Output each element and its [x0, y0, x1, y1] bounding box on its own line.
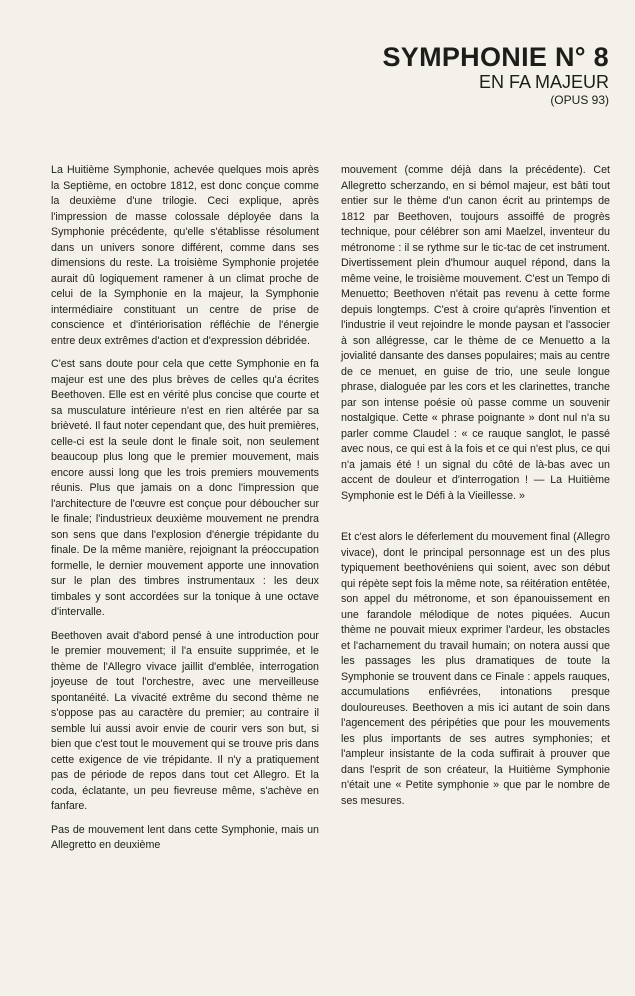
page-header [382, 42, 609, 108]
page-title: SYMPHONIE N° 8 [382, 42, 609, 72]
paragraph: mouvement (comme déjà dans la précédente). Cet Allegretto scherzando, en si bémol majeur, est bâti tout entier sur le thème d'un canon écrit au printemps de 1812 par Beethoven, toujours assoiffé de progrès technique, pour célébrer son ami Maelzel, inventeur du métronome : il se rythme sur le tic-tac de cet instrument. Divertissement plein d'humour auquel répond, dans la même veine, le troisième mouvement. C'est un Tempo di Menuetto; Beethoven n'était pas revenu à cette forme depuis longtemps. C'est à croire qu'après l'invention et l'industrie il veut rejoindre le monde paysan et l'associer à son allégresse, car le thème de ce Menuetto a la jovialité dansante des danses populaires; mais au centre de ce menuet, en guise de trio, une seule longue phrase, dialoguée par les cors et les clarinettes, tranche par son intense poésie où passe comme un souvenir nostalgique. Cette « phrase poignante » dont nul n'a su parler comme Claudel : « ce rauque sanglot, le passé avec nous, ce qui est à la fois et ce qui n'est plus, ce qui n'a jamais été ! un signal du côté de là-bas avec un accent de douleur et d'interrogation ! — La Huitième Symphonie est le Défi à la Vieillesse. » [341, 164, 610, 502]
page-subtitle: EN FA MAJEUR [478, 72, 609, 92]
paragraph: C'est sans doute pour cela que cette Symphonie en fa majeur est une des plus brèves de celles qu'a écrites Beethoven. Elle est en vérité plus concise que courte et sa musculature intérieure n'est en rien altérée par sa brièveté. Il faut noter cependant que, des huit premières, celle-ci est la seule dont le finale soit, non seulement beaucoup plus long que le premier mouvement, mais encore aussi long que les trois premiers mouvements réunis. Plus que jamais on a donc l'impression que l'architecture de l'œuvre est conçue pour déboucher sur le finale; l'industrieux deuxième mouvement ne prendra son sens que dans l'explosion d'énergie trépidante du finale. De la même manière, rejoignant la préoccupation formelle, le dernier mouvement apporte une innovation sur le plan des timbres instrumentaux : les deux timbales y sont accordées sur la tonique à une octave d'intervalle. [51, 358, 319, 618]
left-column [51, 163, 319, 862]
paragraph: Beethoven avait d'abord pensé à une introduction pour le premier mouvement; il l'a ensuite supprimée, et le thème de l'Allegro vivace jaillit d'emblée, interrogation joyeuse de tout l'orchestre, avec une merveilleuse spontanéité. La vivacité extrême du second thème ne s'oppose pas au caractère du premier; au contraire il semble lui aussi avoir envie de courir vers son but, si bien que c'est tout le mouvement qui se trouve pris dans cette exigence de vie trépidante. Il n'y a pratiquement pas de période de repos dans tout cet Allegro. Et la coda, éclatante, un peu fievreuse même, s'achève en fanfare. [51, 629, 319, 812]
right-column [341, 163, 610, 817]
opus-number: (OPUS 93) [550, 93, 609, 107]
paragraph: Pas de mouvement lent dans cette Symphonie, mais un Allegretto en deuxième [51, 823, 319, 851]
paragraph: Et c'est alors le déferlement du mouvement final (Allegro vivace), dont le principal personnage est un des plus typiquement beethovéniens qui soient, avec son début qui répète sept fois la même note, sa réitération entêtée, son appel du métronome, et son épanouissement en une farandole mélodique de notes piquées. Aucun thème ne pouvait mieux exprimer l'ardeur, les obstacles et l'acharnement du travail humain; on notera aussi que les passages les plus dramatiques de toute la Symphonie se trouvent dans ce Finale : appels rauques, accumulations enfiévrées, intonations presque douloureuses. Beethoven a mis ici autant de soin dans l'agencement des péripéties que pour les mouvements les plus importants de ses autres symphonies; et l'ampleur insistante de la coda suffirait à prouver que dans l'esprit de son créateur, la Huitième Symphonie n'était une « Petite symphonie » que par le nombre de ses mesures. [341, 531, 610, 807]
paragraph: La Huitième Symphonie, achevée quelques mois après la Septième, en octobre 1812, est donc conçue comme la deuxième d'une trilogie. Ceci explique, après l'impression de masse colossale déployée dans la Symphonie précédente, qu'elle s'établisse résolument dans un univers sonore différent, comme dans ses dimensions du reste. La troisième Symphonie projetée aurait dû logiquement ramener à un climat proche de celui de la Symphonie en la majeur, la Symphonie intermédiaire constituant un centre de prise de conscience et d'intériorisation réfléchie de l'énergie entre deux extrêmes d'action et d'expression débridée. [51, 164, 319, 347]
